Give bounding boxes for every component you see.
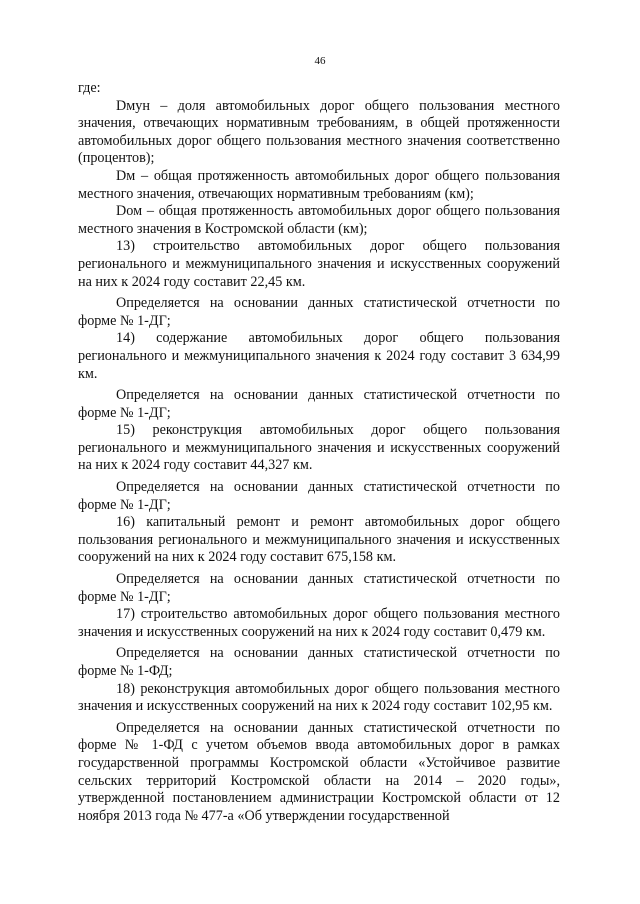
paragraph-dm-definition: Dм – общая протяженность автомобильных дорог общего пользования местного значения, отвечающих нормативным требованиям (км);	[78, 167, 560, 202]
paragraph-dom-definition: Dом – общая протяженность автомобильных дорог общего пользования местного значения в Костромской области (км);	[78, 203, 560, 237]
paragraph-where: где:	[78, 80, 101, 96]
paragraph-item-16: 16) капитальный ремонт и ремонт автомобильных дорог общего пользования регионального и межмуниципального значения и искусственных сооружений на них к 2024 году составит 675,158 км.	[78, 514, 560, 566]
paragraph-source-18: Определяется на основании данных статистической отчетности по форме № 1-ФД с учетом объемов ввода автомобильных дорог в рамках государственной программы Костромской области «Устойчивое развитие сельских территорий Костромской области на 2014 – 2020 годы», утвержденной постановлением администрации Костромской области от 12 ноября 2013 года № 477-а «Об утверждении государственной	[78, 719, 560, 824]
paragraph-item-17: 17) строительство автомобильных дорог общего пользования местного значения и искусственных сооружений на них к 2024 году составит 0,479 км.	[78, 606, 560, 640]
paragraph-item-14: 14) содержание автомобильных дорог общего пользования регионального и межмуниципального значения к 2024 году составит 3 634,99 км.	[78, 330, 560, 382]
paragraph-source-13: Определяется на основании данных статистической отчетности по форме № 1-ДГ;	[78, 295, 560, 329]
paragraph-source-15: Определяется на основании данных статистической отчетности по форме № 1-ДГ;	[78, 479, 560, 513]
paragraph-item-13: 13) строительство автомобильных дорог общего пользования регионального и межмуниципального значения и искусственных сооружений на них к 2024 году составит 22,45 км.	[78, 238, 560, 290]
paragraph-item-18: 18) реконструкция автомобильных дорог общего пользования местного значения и искусственных сооружений на них к 2024 году составит 102,95 км.	[78, 680, 560, 715]
paragraph-dmun-definition: Dмун – доля автомобильных дорог общего пользования местного значения, отвечающих нормативным требованиям, в общей протяженности автомобильных дорог общего пользования местного значения соответственно (процентов);	[78, 97, 560, 167]
paragraph-source-17: Определяется на основании данных статистической отчетности по форме № 1-ФД;	[78, 645, 560, 679]
paragraph-source-14: Определяется на основании данных статистической отчетности по форме № 1-ДГ;	[78, 387, 560, 421]
paragraph-item-15: 15) реконструкция автомобильных дорог общего пользования регионального и межмуниципального значения и искусственных сооружений на них к 2024 году составит 44,327 км.	[78, 422, 560, 474]
paragraph-source-16: Определяется на основании данных статистической отчетности по форме № 1-ДГ;	[78, 571, 560, 605]
page-number: 46	[314, 55, 326, 67]
document-body	[78, 80, 560, 825]
